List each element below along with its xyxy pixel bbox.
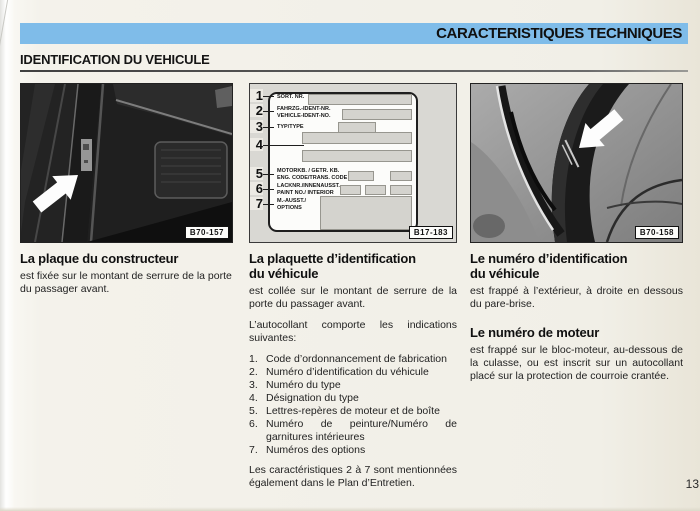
list-text: Numéro du type (266, 379, 341, 391)
list-number: 3. (249, 379, 258, 391)
middle-heading (249, 251, 457, 281)
list-text: Numéros des options (266, 444, 366, 456)
right-heading-1-line2: du véhicule (470, 266, 540, 281)
list-number: 4. (249, 392, 258, 404)
section-title: IDENTIFICATION DU VEHICULE (20, 52, 210, 67)
right-heading-1 (470, 251, 683, 281)
list-number: 2. (249, 366, 258, 378)
photo-windshield-base (470, 83, 683, 243)
list-text: Désignation du type (266, 392, 359, 404)
column-constructor-plate (20, 83, 233, 490)
plate-field-box (348, 171, 374, 181)
tick-line (263, 204, 274, 205)
right-body-1: est frappé à l’extérieur, à droite en dessous du pare-brise. (470, 285, 683, 310)
list-number: 5. (249, 405, 258, 417)
list-item (249, 418, 457, 444)
plate-field-box (390, 185, 412, 195)
plate-number-4: 4 (250, 138, 263, 151)
plate-label: MOTORKB. / GETR. KB. (277, 168, 340, 174)
right-heading-2: Le numéro de moteur (470, 325, 600, 340)
list-number: 6. (249, 418, 258, 430)
list-item (249, 379, 457, 392)
tick-line (263, 111, 274, 112)
plate-number-7: 7 (250, 197, 263, 210)
list-text: Code d’ordonnancement de fabrication (266, 353, 447, 365)
plate-field-box (302, 132, 412, 144)
list-text: Lettres-repères de moteur et de boîte (266, 405, 440, 417)
content-columns (20, 83, 683, 490)
plate-number-3: 3 (250, 120, 263, 133)
section-divider (20, 70, 688, 72)
chapter-header-bar (20, 23, 688, 44)
figure-identification-plate (249, 83, 457, 243)
tick-line (263, 96, 274, 97)
middle-body-1: est collée sur le montant de serrure de la porte du passager avant. (249, 285, 457, 310)
plate-field-box (342, 109, 412, 120)
middle-body-2: L’autocollant comporte les indications suivantes: (249, 319, 457, 344)
tick-line (263, 127, 274, 128)
plate-label: VEHICLE-IDENT-NO. (277, 113, 331, 119)
tick-line (263, 145, 304, 146)
column-identification-sticker (249, 83, 457, 490)
list-item (249, 392, 457, 405)
photo-door-pillar (20, 83, 233, 243)
plate-label: PAINT NO./ INTERIOR (277, 190, 334, 196)
tick-line (263, 174, 274, 175)
column-vin-and-engine (470, 83, 683, 490)
list-text: Numéro de peinture/Numéro de garnitures intérieures (266, 418, 457, 443)
figure-label: B17-183 (409, 226, 453, 239)
page-number: 13 (685, 477, 699, 491)
middle-footer: Les caractéristiques 2 à 7 sont mentionnées également dans le Plan d’Entretien. (249, 464, 457, 489)
door-pillar-illustration (21, 84, 232, 242)
chapter-title: CARACTERISTIQUES TECHNIQUES (436, 25, 682, 42)
page-left-edge (0, 0, 15, 511)
plate-label: OPTIONS (277, 205, 302, 211)
plate-number-1: 1 (250, 89, 263, 102)
plate-label: M.-AUSST./ (277, 198, 307, 204)
plate-field-box (302, 150, 412, 162)
plate-number-2: 2 (250, 104, 263, 117)
page-bottom-edge (0, 507, 700, 511)
plate-label: TYP/TYPE (277, 124, 304, 130)
left-body: est fixée sur le montant de serrure de la porte du passager avant. (20, 270, 232, 295)
photo-label: B70-158 (635, 226, 679, 239)
right-body-2: est frappé sur le bloc-moteur, au-dessous de la culasse, ou est inscrit sur un autocollant placé sur la protection de courroie crantée. (470, 344, 683, 382)
middle-heading-line1: La plaquette d’identification (249, 251, 416, 266)
plate-field-box (340, 185, 361, 195)
right-heading-1-line1: Le numéro d’identification (470, 251, 628, 266)
plate-number-5: 5 (250, 167, 263, 180)
list-item (249, 366, 457, 379)
identification-list (249, 353, 457, 457)
plate-field-box (365, 185, 386, 195)
left-heading: La plaque du constructeur (20, 251, 179, 266)
plate-number-6: 6 (250, 182, 263, 195)
middle-heading-line2: du véhicule (249, 266, 319, 281)
list-item (249, 405, 457, 418)
plate-field-box (308, 94, 412, 105)
list-item (249, 353, 457, 366)
plate-field-box (320, 196, 412, 230)
windshield-illustration (471, 84, 682, 242)
plate-label: FAHRZG.-IDENT-NR. (277, 106, 331, 112)
list-item (249, 444, 457, 457)
plate-label: LACKNR./INNENAUSST. (277, 183, 340, 189)
list-text: Numéro d’identification du véhicule (266, 366, 429, 378)
plate-field-box (390, 171, 412, 181)
photo-label: B70-157 (185, 226, 229, 239)
list-number: 1. (249, 353, 258, 365)
plate-label: ENG. CODE/TRANS. CODE (277, 175, 348, 181)
tick-line (263, 189, 274, 190)
plate-label: SORT. NR. (277, 94, 305, 100)
list-number: 7. (249, 444, 258, 456)
